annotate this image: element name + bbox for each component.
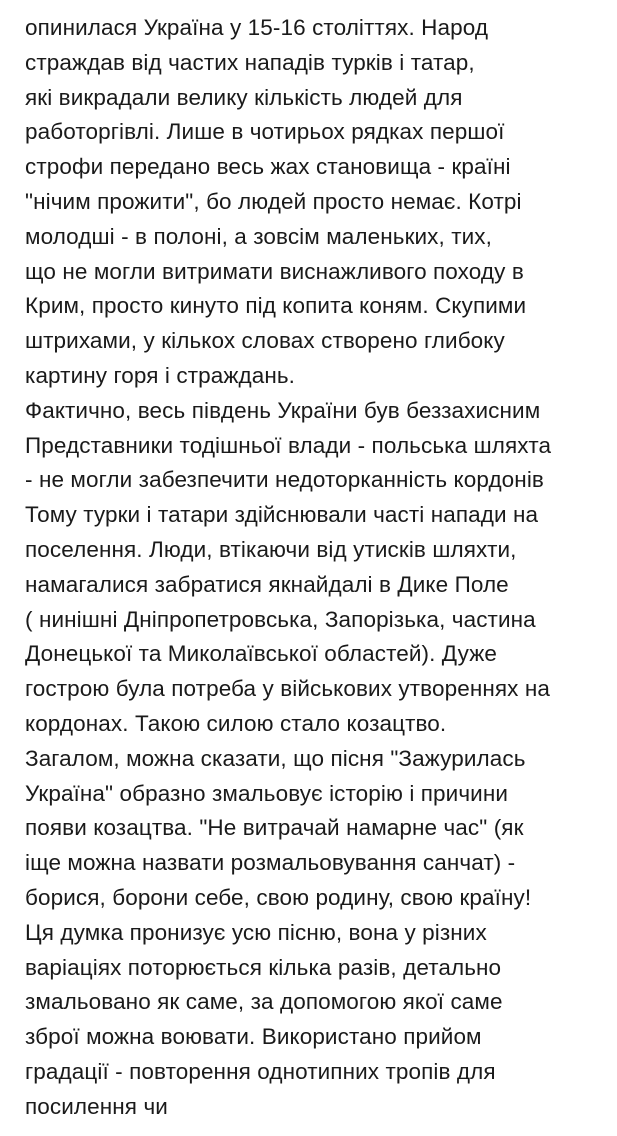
text-line: намагалися забратися якнайдалі в Дике Поле	[25, 571, 509, 597]
document-text	[25, 11, 617, 1125]
text-line: Фактично, весь південь України був беззахисним	[25, 397, 541, 423]
text-line: строфи передано весь жах становища - країні	[25, 154, 511, 180]
text-line: "нічим прожити", бо людей просто немає. Котрі	[25, 188, 522, 214]
text-line: страждав від частих нападів турків і татар,	[25, 49, 475, 75]
text-line: молодші - в полоні, а зовсім маленьких, тих,	[25, 223, 493, 249]
text-line: градації - повторення однотипних тропів для	[25, 1058, 496, 1084]
text-line: появи козацтва. "Не витрачай намарне час" (як	[25, 815, 524, 841]
text-line: варіаціях поторюється кілька разів, детально	[25, 954, 502, 980]
text-line: - не могли забезпечити недоторканність кордонів	[25, 467, 544, 493]
text-line: Представники тодішньої влади - польська шляхта	[25, 432, 552, 458]
text-line: штрихами, у кількох словах створено глибоку	[25, 328, 505, 354]
text-line: Донецької та Миколаївської областей). Дуже	[25, 641, 497, 667]
text-line: Ця думка пронизує усю пісню, вона у різних	[25, 919, 487, 945]
text-line: гострою була потреба у військових утвореннях на	[25, 676, 550, 702]
text-line: опинилася Україна у 15-16 століттях. Народ	[25, 15, 489, 40]
text-line: картину горя і страждань.	[25, 362, 296, 388]
text-line: Тому турки і татари здійснювали часті напади на	[25, 502, 539, 528]
text-line: змальовано як саме, за допомогою якої саме	[25, 989, 503, 1015]
text-line: ( нинішні Дніпропетровська, Запорізька, частина	[25, 606, 536, 632]
text-line: поселення. Люди, втікаючи від утисків шляхти,	[25, 536, 517, 562]
text-line: що не могли витримати виснажливого походу в	[25, 258, 524, 284]
text-line: Крим, просто кинуто під копита коням. Скупими	[25, 293, 527, 319]
text-line: Україна" образно змальовує історію і причини	[25, 780, 509, 806]
text-line: посилення чи	[25, 1093, 168, 1119]
text-line: борися, борони себе, свою родину, свою країну!	[25, 884, 532, 910]
text-line: іще можна назвати розмальовування санчат) -	[25, 850, 516, 876]
text-line: Загалом, можна сказати, що пісня "Зажурилась	[25, 745, 526, 771]
text-line: які викрадали велику кількість людей для	[25, 84, 463, 110]
text-line: кордонах. Такою силою стало козацтво.	[25, 710, 447, 736]
text-line: зброї можна воювати. Використано прийом	[25, 1024, 482, 1050]
text-line: работоргівлі. Лише в чотирьох рядках першої	[25, 119, 505, 145]
